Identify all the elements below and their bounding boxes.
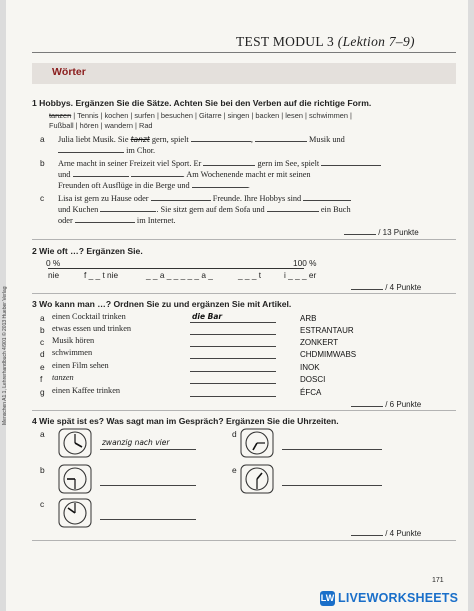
answer-blank[interactable] bbox=[100, 203, 156, 212]
scale-word[interactable]: f _ _ t nie bbox=[84, 270, 119, 280]
place-item: etwas essen und trinken bbox=[52, 324, 132, 333]
place-item: Musik hören bbox=[52, 336, 95, 345]
place-item: einen Film sehen bbox=[52, 361, 109, 370]
divider bbox=[32, 293, 456, 294]
points-blank[interactable] bbox=[344, 226, 376, 235]
scale-start-label: 0 % bbox=[46, 258, 61, 268]
task1-sentence-a1: Julia liebt Musik. Sie tanzt gern, spielt , Musik und bbox=[58, 135, 345, 144]
place-item: einen Kaffee trinken bbox=[52, 386, 121, 395]
scale-word: nie bbox=[48, 270, 60, 280]
answer-blank[interactable] bbox=[190, 346, 276, 347]
worksheet-page bbox=[6, 0, 468, 611]
item-letter: d bbox=[40, 349, 45, 359]
points-blank[interactable] bbox=[351, 281, 383, 290]
clock-icon bbox=[58, 498, 92, 528]
scrambled-word: DOSCI bbox=[300, 375, 326, 384]
task1-sentence-b3: Freunden oft Ausflüge in die Berge und . bbox=[58, 181, 250, 190]
place-item: einen Cocktail trinken bbox=[52, 312, 126, 321]
page-number: 171 bbox=[432, 577, 444, 584]
answer-blank[interactable] bbox=[131, 168, 183, 177]
points-blank[interactable] bbox=[351, 527, 383, 536]
place-item: schwimmen bbox=[52, 348, 93, 357]
answer-blank[interactable] bbox=[190, 358, 276, 359]
item-letter: a bbox=[40, 313, 45, 323]
task1-sentence-a2: im Chor. bbox=[58, 144, 155, 155]
scrambled-word: INOK bbox=[300, 363, 320, 372]
handwritten-answer: tanzt bbox=[130, 135, 150, 144]
answer-blank[interactable] bbox=[303, 192, 351, 201]
copyright-side-text: Menschen A1.1, Lehrerhandbuch 4/901 © 2013 Hueber Verlag bbox=[2, 286, 8, 425]
title-rule bbox=[32, 52, 456, 53]
task3-points: / 6 Punkte bbox=[351, 398, 421, 409]
handwritten-answer: zwanzig nach vier bbox=[102, 438, 170, 447]
item-letter: a bbox=[40, 134, 45, 144]
test-title: TEST MODUL 3 (Lektion 7–9) bbox=[236, 34, 415, 49]
answer-blank[interactable] bbox=[151, 192, 211, 201]
answer-blank[interactable] bbox=[73, 168, 129, 177]
handwritten-answer: die Bar bbox=[192, 312, 223, 321]
scrambled-word: ZONKERT bbox=[300, 338, 339, 347]
clock-icon bbox=[240, 464, 274, 494]
liveworksheets-logo-icon: LW bbox=[320, 591, 335, 606]
frequency-scale-line bbox=[48, 268, 304, 269]
answer-blank[interactable] bbox=[190, 334, 276, 335]
item-letter: f bbox=[40, 374, 43, 384]
scale-end-label: 100 % bbox=[293, 258, 317, 268]
answer-blank[interactable] bbox=[282, 449, 382, 450]
task2-points: / 4 Punkte bbox=[351, 281, 421, 292]
scale-word[interactable]: _ _ _ t bbox=[238, 270, 262, 280]
item-letter: a bbox=[40, 429, 45, 439]
answer-blank[interactable] bbox=[321, 157, 381, 166]
divider bbox=[32, 540, 456, 541]
task2-heading: 2 Wie oft …? Ergänzen Sie. bbox=[32, 246, 143, 256]
task4-heading: 4 Wie spät ist es? Was sagt man im Gespräch? Ergänzen Sie die Uhrzeiten. bbox=[32, 416, 339, 426]
answer-blank[interactable] bbox=[75, 214, 135, 223]
scrambled-word: ESTRANTAUR bbox=[300, 326, 354, 335]
scrambled-word: CHDMIMWABS bbox=[300, 350, 357, 359]
item-letter: e bbox=[232, 465, 237, 475]
item-letter: d bbox=[232, 429, 237, 439]
scrambled-word: ÉFCA bbox=[300, 388, 322, 397]
answer-blank[interactable] bbox=[267, 203, 319, 212]
section-band bbox=[32, 63, 456, 84]
answer-blank[interactable] bbox=[100, 485, 196, 486]
answer-blank[interactable] bbox=[58, 144, 124, 153]
answer-blank[interactable] bbox=[255, 133, 307, 142]
clock-icon bbox=[58, 428, 92, 458]
task4-points: / 4 Punkte bbox=[351, 527, 421, 538]
task1-sentence-b2: und . Am Wochenende macht er mit seinen bbox=[58, 170, 311, 179]
answer-blank[interactable] bbox=[282, 485, 382, 486]
item-letter: e bbox=[40, 362, 45, 372]
place-item: tanzen bbox=[52, 373, 74, 382]
answer-blank[interactable] bbox=[100, 449, 196, 450]
item-letter: c bbox=[40, 193, 45, 203]
section-label: Wörter bbox=[52, 66, 86, 78]
answer-blank[interactable] bbox=[100, 519, 196, 520]
answer-blank[interactable] bbox=[190, 371, 276, 372]
task1-word-box-row1: tanzen | Tennis | kochen | surfen | besuchen | Gitarre | singen | backen | lesen | schwimmen | bbox=[49, 111, 352, 120]
scale-word[interactable]: i _ _ _ er bbox=[284, 270, 317, 280]
item-letter: b bbox=[40, 465, 45, 475]
task1-sentence-b1: Arne macht in seiner Freizeit viel Sport. Er gern im See, spielt bbox=[58, 157, 381, 168]
item-letter: c bbox=[40, 499, 45, 509]
task1-sentence-c3: oder im Internet. bbox=[58, 216, 176, 225]
brand-name: LIVEWORKSHEETS bbox=[338, 591, 459, 605]
scale-word[interactable]: _ _ a _ _ _ _ _ a _ bbox=[146, 270, 213, 280]
clock-icon bbox=[240, 428, 274, 458]
answer-blank[interactable] bbox=[192, 179, 248, 188]
answer-blank[interactable] bbox=[191, 133, 251, 142]
clock-icon bbox=[58, 464, 92, 494]
task3-heading: 3 Wo kann man …? Ordnen Sie zu und ergänzen Sie mit Artikel. bbox=[32, 299, 292, 309]
struck-word: tanzen bbox=[49, 111, 72, 120]
item-letter: c bbox=[40, 337, 45, 347]
answer-blank[interactable] bbox=[203, 157, 255, 166]
task1-heading: 1 Hobbys. Ergänzen Sie die Sätze. Achten Sie bei den Verben auf die richtige Form. bbox=[32, 98, 372, 108]
divider bbox=[32, 410, 456, 411]
divider bbox=[32, 239, 456, 240]
points-blank[interactable] bbox=[351, 398, 383, 407]
task1-sentence-c2: und Kuchen . Sie sitzt gern auf dem Sofa und ein Buch bbox=[58, 205, 351, 214]
task1-word-box-row2: Fußball | hören | wandern | Rad bbox=[49, 121, 153, 130]
answer-blank[interactable] bbox=[190, 383, 276, 384]
task1-points: / 13 Punkte bbox=[344, 226, 419, 237]
item-letter: g bbox=[40, 387, 45, 397]
answer-blank[interactable] bbox=[190, 322, 276, 323]
task1-sentence-c1: Lisa ist gern zu Hause oder Freunde. Ihre Hobbys sind bbox=[58, 192, 351, 203]
liveworksheets-brand[interactable] bbox=[320, 590, 458, 606]
item-letter: b bbox=[40, 158, 45, 168]
scrambled-word: ARB bbox=[300, 314, 317, 323]
item-letter: b bbox=[40, 325, 45, 335]
answer-blank[interactable] bbox=[190, 396, 276, 397]
